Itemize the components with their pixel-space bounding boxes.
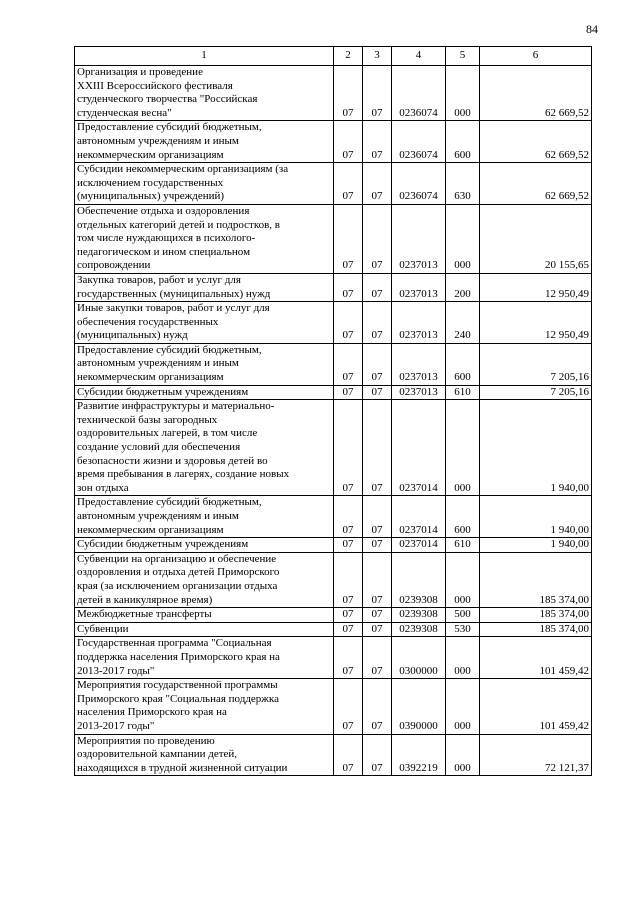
target-article-code-cell: 0237014	[392, 496, 446, 538]
amount-cell: 7 205,16	[480, 385, 592, 400]
section-code-cell: 07	[334, 538, 363, 553]
target-article-code-cell: 0237013	[392, 302, 446, 344]
subsection-code-cell: 07	[363, 385, 392, 400]
table-row	[75, 343, 592, 385]
item-name-cell: Межбюджетные трансферты	[75, 608, 334, 623]
table-row	[75, 121, 592, 163]
section-code-cell: 07	[334, 400, 363, 496]
amount-cell: 1 940,00	[480, 538, 592, 553]
expense-type-code-cell: 530	[446, 622, 480, 637]
section-code-cell: 07	[334, 204, 363, 273]
table-row	[75, 204, 592, 273]
amount-cell: 12 950,49	[480, 302, 592, 344]
item-name-cell: Предоставление субсидий бюджетным, автономным учреждениям и иным некоммерческим организациям	[75, 343, 334, 385]
expense-type-code-cell: 600	[446, 121, 480, 163]
amount-cell: 72 121,37	[480, 734, 592, 776]
table-row	[75, 679, 592, 734]
item-name-cell: Обеспечение отдыха и оздоровления отдельных категорий детей и подростков, в том числе нуждающихся в психолого- педагогическом и ином специальном сопровождении	[75, 204, 334, 273]
subsection-code-cell: 07	[363, 163, 392, 205]
target-article-code-cell: 0300000	[392, 637, 446, 679]
item-name-cell: Предоставление субсидий бюджетным, автономным учреждениям и иным некоммерческим организациям	[75, 121, 334, 163]
table-header-row	[75, 47, 592, 66]
budget-table	[74, 46, 592, 776]
expense-type-code-cell: 500	[446, 608, 480, 623]
column-header: 2	[334, 47, 363, 66]
section-code-cell: 07	[334, 622, 363, 637]
section-code-cell: 07	[334, 343, 363, 385]
expense-type-code-cell: 610	[446, 385, 480, 400]
subsection-code-cell: 07	[363, 734, 392, 776]
amount-cell: 1 940,00	[480, 400, 592, 496]
expense-type-code-cell: 600	[446, 496, 480, 538]
expense-type-code-cell: 000	[446, 204, 480, 273]
target-article-code-cell: 0237013	[392, 343, 446, 385]
target-article-code-cell: 0237014	[392, 400, 446, 496]
subsection-code-cell: 07	[363, 273, 392, 301]
expense-type-code-cell: 200	[446, 273, 480, 301]
section-code-cell: 07	[334, 608, 363, 623]
table-row	[75, 637, 592, 679]
section-code-cell: 07	[334, 302, 363, 344]
subsection-code-cell: 07	[363, 496, 392, 538]
target-article-code-cell: 0236074	[392, 163, 446, 205]
table-row	[75, 400, 592, 496]
expense-type-code-cell: 630	[446, 163, 480, 205]
expense-type-code-cell: 000	[446, 400, 480, 496]
item-name-cell: Мероприятия по проведению оздоровительной кампании детей, находящихся в трудной жизненной ситуации	[75, 734, 334, 776]
subsection-code-cell: 07	[363, 66, 392, 121]
section-code-cell: 07	[334, 637, 363, 679]
target-article-code-cell: 0237013	[392, 204, 446, 273]
section-code-cell: 07	[334, 552, 363, 607]
table-row	[75, 66, 592, 121]
subsection-code-cell: 07	[363, 343, 392, 385]
table-row	[75, 273, 592, 301]
expense-type-code-cell: 000	[446, 734, 480, 776]
expense-type-code-cell: 000	[446, 66, 480, 121]
item-name-cell: Предоставление субсидий бюджетным, автономным учреждениям и иным некоммерческим организациям	[75, 496, 334, 538]
table-body	[75, 66, 592, 776]
section-code-cell: 07	[334, 734, 363, 776]
item-name-cell: Государственная программа "Социальная поддержка населения Приморского края на 2013-2017 годы"	[75, 637, 334, 679]
section-code-cell: 07	[334, 385, 363, 400]
amount-cell: 62 669,52	[480, 121, 592, 163]
amount-cell: 7 205,16	[480, 343, 592, 385]
subsection-code-cell: 07	[363, 608, 392, 623]
table-row	[75, 385, 592, 400]
amount-cell: 185 374,00	[480, 622, 592, 637]
item-name-cell: Закупка товаров, работ и услуг для государственных (муниципальных) нужд	[75, 273, 334, 301]
amount-cell: 101 459,42	[480, 637, 592, 679]
subsection-code-cell: 07	[363, 538, 392, 553]
table-row	[75, 622, 592, 637]
column-header: 3	[363, 47, 392, 66]
item-name-cell: Развитие инфраструктуры и материально- технической базы загородных оздоровительных лагерей, в том числе создание условий для обеспечения безопасности жизни и здоровья детей во время пребывания в лагерях, создание новых зон отдыха	[75, 400, 334, 496]
amount-cell: 1 940,00	[480, 496, 592, 538]
item-name-cell: Субсидии некоммерческим организациям (за исключением государственных (муниципальных) учреждений)	[75, 163, 334, 205]
target-article-code-cell: 0390000	[392, 679, 446, 734]
expense-type-code-cell: 240	[446, 302, 480, 344]
expense-type-code-cell: 000	[446, 552, 480, 607]
item-name-cell: Субсидии бюджетным учреждениям	[75, 385, 334, 400]
column-header: 4	[392, 47, 446, 66]
page-number: 84	[586, 22, 598, 36]
target-article-code-cell: 0237013	[392, 385, 446, 400]
item-name-cell: Иные закупки товаров, работ и услуг для обеспечения государственных (муниципальных) нужд	[75, 302, 334, 344]
item-name-cell: Мероприятия государственной программы Приморского края "Социальная поддержка населения Приморского края на 2013-2017 годы"	[75, 679, 334, 734]
target-article-code-cell: 0237014	[392, 538, 446, 553]
amount-cell: 185 374,00	[480, 552, 592, 607]
target-article-code-cell: 0236074	[392, 66, 446, 121]
section-code-cell: 07	[334, 121, 363, 163]
item-name-cell: Субвенции	[75, 622, 334, 637]
table-row	[75, 734, 592, 776]
target-article-code-cell: 0392219	[392, 734, 446, 776]
amount-cell: 62 669,52	[480, 66, 592, 121]
expense-type-code-cell: 610	[446, 538, 480, 553]
section-code-cell: 07	[334, 273, 363, 301]
amount-cell: 185 374,00	[480, 608, 592, 623]
expense-type-code-cell: 600	[446, 343, 480, 385]
expense-type-code-cell: 000	[446, 637, 480, 679]
table-row	[75, 552, 592, 607]
subsection-code-cell: 07	[363, 552, 392, 607]
section-code-cell: 07	[334, 679, 363, 734]
section-code-cell: 07	[334, 66, 363, 121]
item-name-cell: Организация и проведение XXIII Всероссийского фестиваля студенческого творчества "Российская студенческая весна"	[75, 66, 334, 121]
subsection-code-cell: 07	[363, 622, 392, 637]
column-header: 1	[75, 47, 334, 66]
amount-cell: 101 459,42	[480, 679, 592, 734]
amount-cell: 12 950,49	[480, 273, 592, 301]
subsection-code-cell: 07	[363, 121, 392, 163]
target-article-code-cell: 0237013	[392, 273, 446, 301]
table-row	[75, 163, 592, 205]
amount-cell: 20 155,65	[480, 204, 592, 273]
table-row	[75, 496, 592, 538]
column-header: 5	[446, 47, 480, 66]
subsection-code-cell: 07	[363, 679, 392, 734]
table-row	[75, 608, 592, 623]
amount-cell: 62 669,52	[480, 163, 592, 205]
subsection-code-cell: 07	[363, 302, 392, 344]
subsection-code-cell: 07	[363, 400, 392, 496]
table-row	[75, 538, 592, 553]
target-article-code-cell: 0239308	[392, 608, 446, 623]
column-header: 6	[480, 47, 592, 66]
target-article-code-cell: 0236074	[392, 121, 446, 163]
target-article-code-cell: 0239308	[392, 622, 446, 637]
item-name-cell: Субвенции на организацию и обеспечение оздоровления и отдыха детей Приморского края (за исключением организации отдыха детей в каникулярное время)	[75, 552, 334, 607]
target-article-code-cell: 0239308	[392, 552, 446, 607]
section-code-cell: 07	[334, 496, 363, 538]
section-code-cell: 07	[334, 163, 363, 205]
expense-type-code-cell: 000	[446, 679, 480, 734]
subsection-code-cell: 07	[363, 637, 392, 679]
table-row	[75, 302, 592, 344]
item-name-cell: Субсидии бюджетным учреждениям	[75, 538, 334, 553]
subsection-code-cell: 07	[363, 204, 392, 273]
